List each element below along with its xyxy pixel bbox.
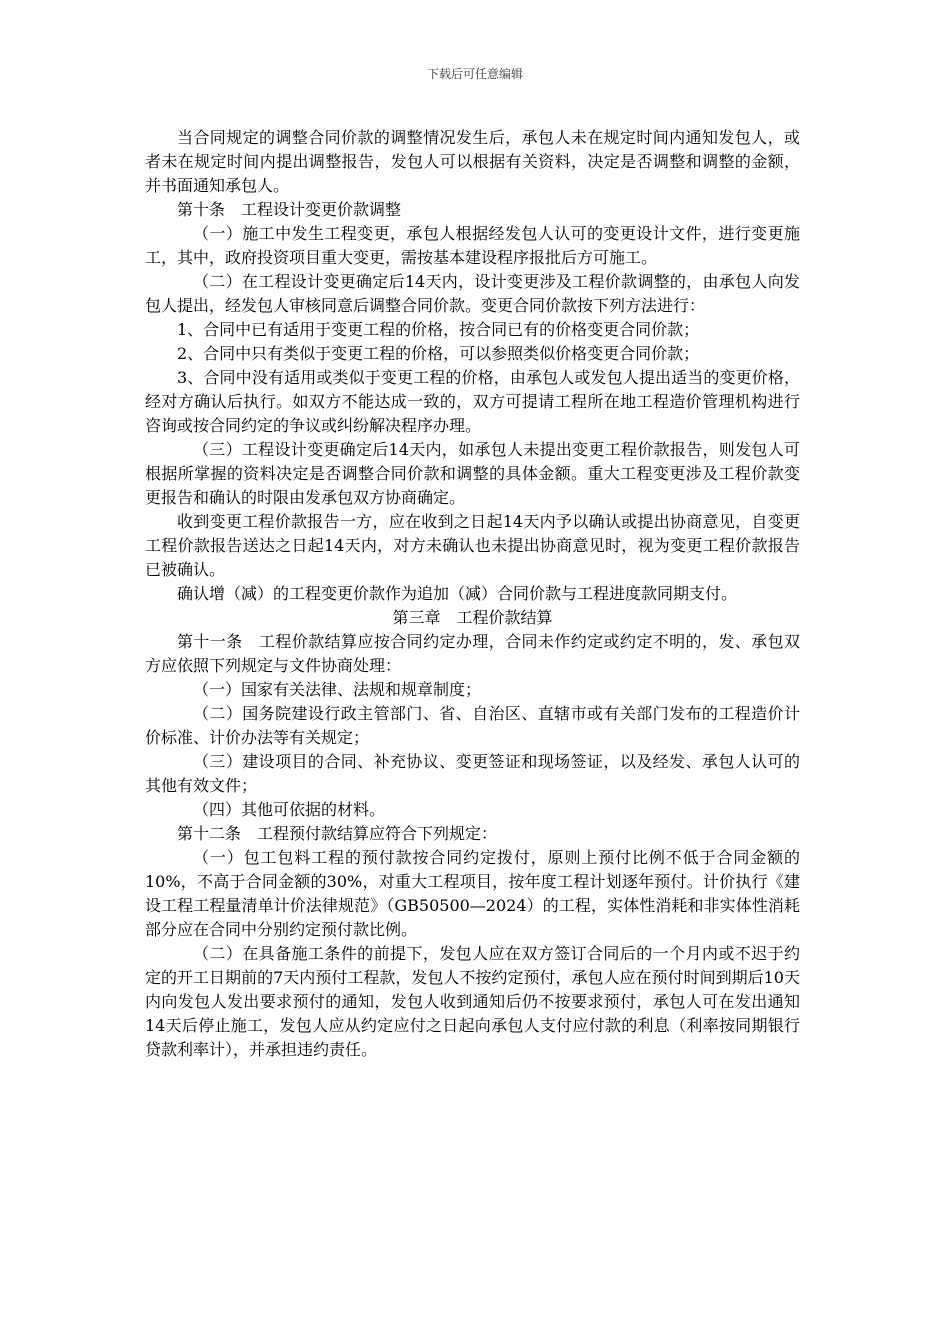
list-item: 2、合同中只有类似于变更工程的价格，可以参照类似价格变更合同价款； [177,344,700,363]
list-item: （三）建设项目的合同、补充协议、变更签证和现场签证，以及经发、承包人认可的其他有效文件； [145,752,800,795]
list-item: 3、合同中没有适用或类似于变更工程的价格，由承包人或发包人提出适当的变更价格，经对方确认后执行。如双方不能达成一致的，双方可提请工程所在地工程造价管理机构进行咨询或按合同约定的争议或纠纷解决程序办理。 [145,368,800,435]
chapter-heading [145,606,800,630]
paragraph: （二）在工程设计变更确定后14天内，设计变更涉及工程价款调整的，由承包人向发包人提出，经发包人审核同意后调整合同价款。变更合同价款按下列方法进行： [145,272,800,315]
article-12 [145,822,800,846]
document-body [145,126,800,1062]
list-item: （二）国务院建设行政主管部门、省、自治区、直辖市或有关部门发布的工程造价计价标准、计价办法等有关规定； [145,704,800,747]
list-item: （一）国家有关法律、法规和规章制度； [193,680,482,699]
paragraph: 收到变更工程价款报告一方，应在收到之日起14天内予以确认或提出协商意见，自变更工程价款报告送达之日起14天内，对方未确认也未提出协商意见时，视为变更工程价款报告已被确认。 [145,512,800,579]
article-title: 工程设计变更价款调整 [241,200,402,219]
paragraph: 确认增（减）的工程变更价款作为追加（减）合同价款与工程进度款同期支付。 [177,584,738,603]
article-11 [145,630,800,678]
article-number: 第十条 [177,200,226,219]
article-number: 第十一条 [177,632,243,651]
list-item: 1、合同中已有适用于变更工程的价格，按合同已有的价格变更合同价款； [177,320,700,339]
paragraph: （一）施工中发生工程变更，承包人根据经发包人认可的变更设计文件，进行变更施工，其中，政府投资项目重大变更，需按基本建设程序报批后方可施工。 [145,224,800,267]
article-text: 工程预付款结算应符合下列规定： [257,824,498,843]
page-header: 下载后可任意编辑 [426,67,523,81]
article-10-heading [145,198,800,222]
article-number: 第十二条 [177,824,242,843]
paragraph: （一）包工包料工程的预付款按合同约定拨付，原则上预付比例不低于合同金额的10%，不高于合同金额的30%，对重大工程项目，按年度工程计划逐年预付。计价执行《建设工程工程量清单计价法律规范》（GB50500—2024）的工程，实体性消耗和非实体性消耗部分应在合同中分别约定预付款比例。 [145,848,800,939]
list-item: （四）其他可依据的材料。 [193,800,386,819]
article-text: 工程价款结算应按合同约定办理，合同未作约定或约定不明的，发、承包双方应依照下列规定与文件协商处理： [145,632,800,675]
paragraph: 当合同规定的调整合同价款的调整情况发生后，承包人未在规定时间内通知发包人，或者未在规定时间内提出调整报告，发包人可以根据有关资料，决定是否调整和调整的金额，并书面通知承包人。 [145,128,800,195]
paragraph: （三）工程设计变更确定后14天内，如承包人未提出变更工程价款报告，则发包人可根据所掌握的资料决定是否调整合同价款和调整的具体金额。重大工程变更涉及工程价款变更报告和确认的时限由发承包双方协商确定。 [145,440,800,507]
chapter-number: 第三章 [392,608,441,627]
chapter-title: 工程价款结算 [456,608,553,627]
paragraph: （二）在具备施工条件的前提下，发包人应在双方签订合同后的一个月内或不迟于约定的开工日期前的7天内预付工程款，发包人不按约定预付，承包人应在预付时间到期后10天内向发包人发出要求预付的通知，发包人收到通知后仍不按要求预付，承包人可在发出通知14天后停止施工，发包人应从约定应付之日起向承包人支付应付款的利息（利率按同期银行贷款利率计），并承担违约责任。 [145,944,800,1059]
